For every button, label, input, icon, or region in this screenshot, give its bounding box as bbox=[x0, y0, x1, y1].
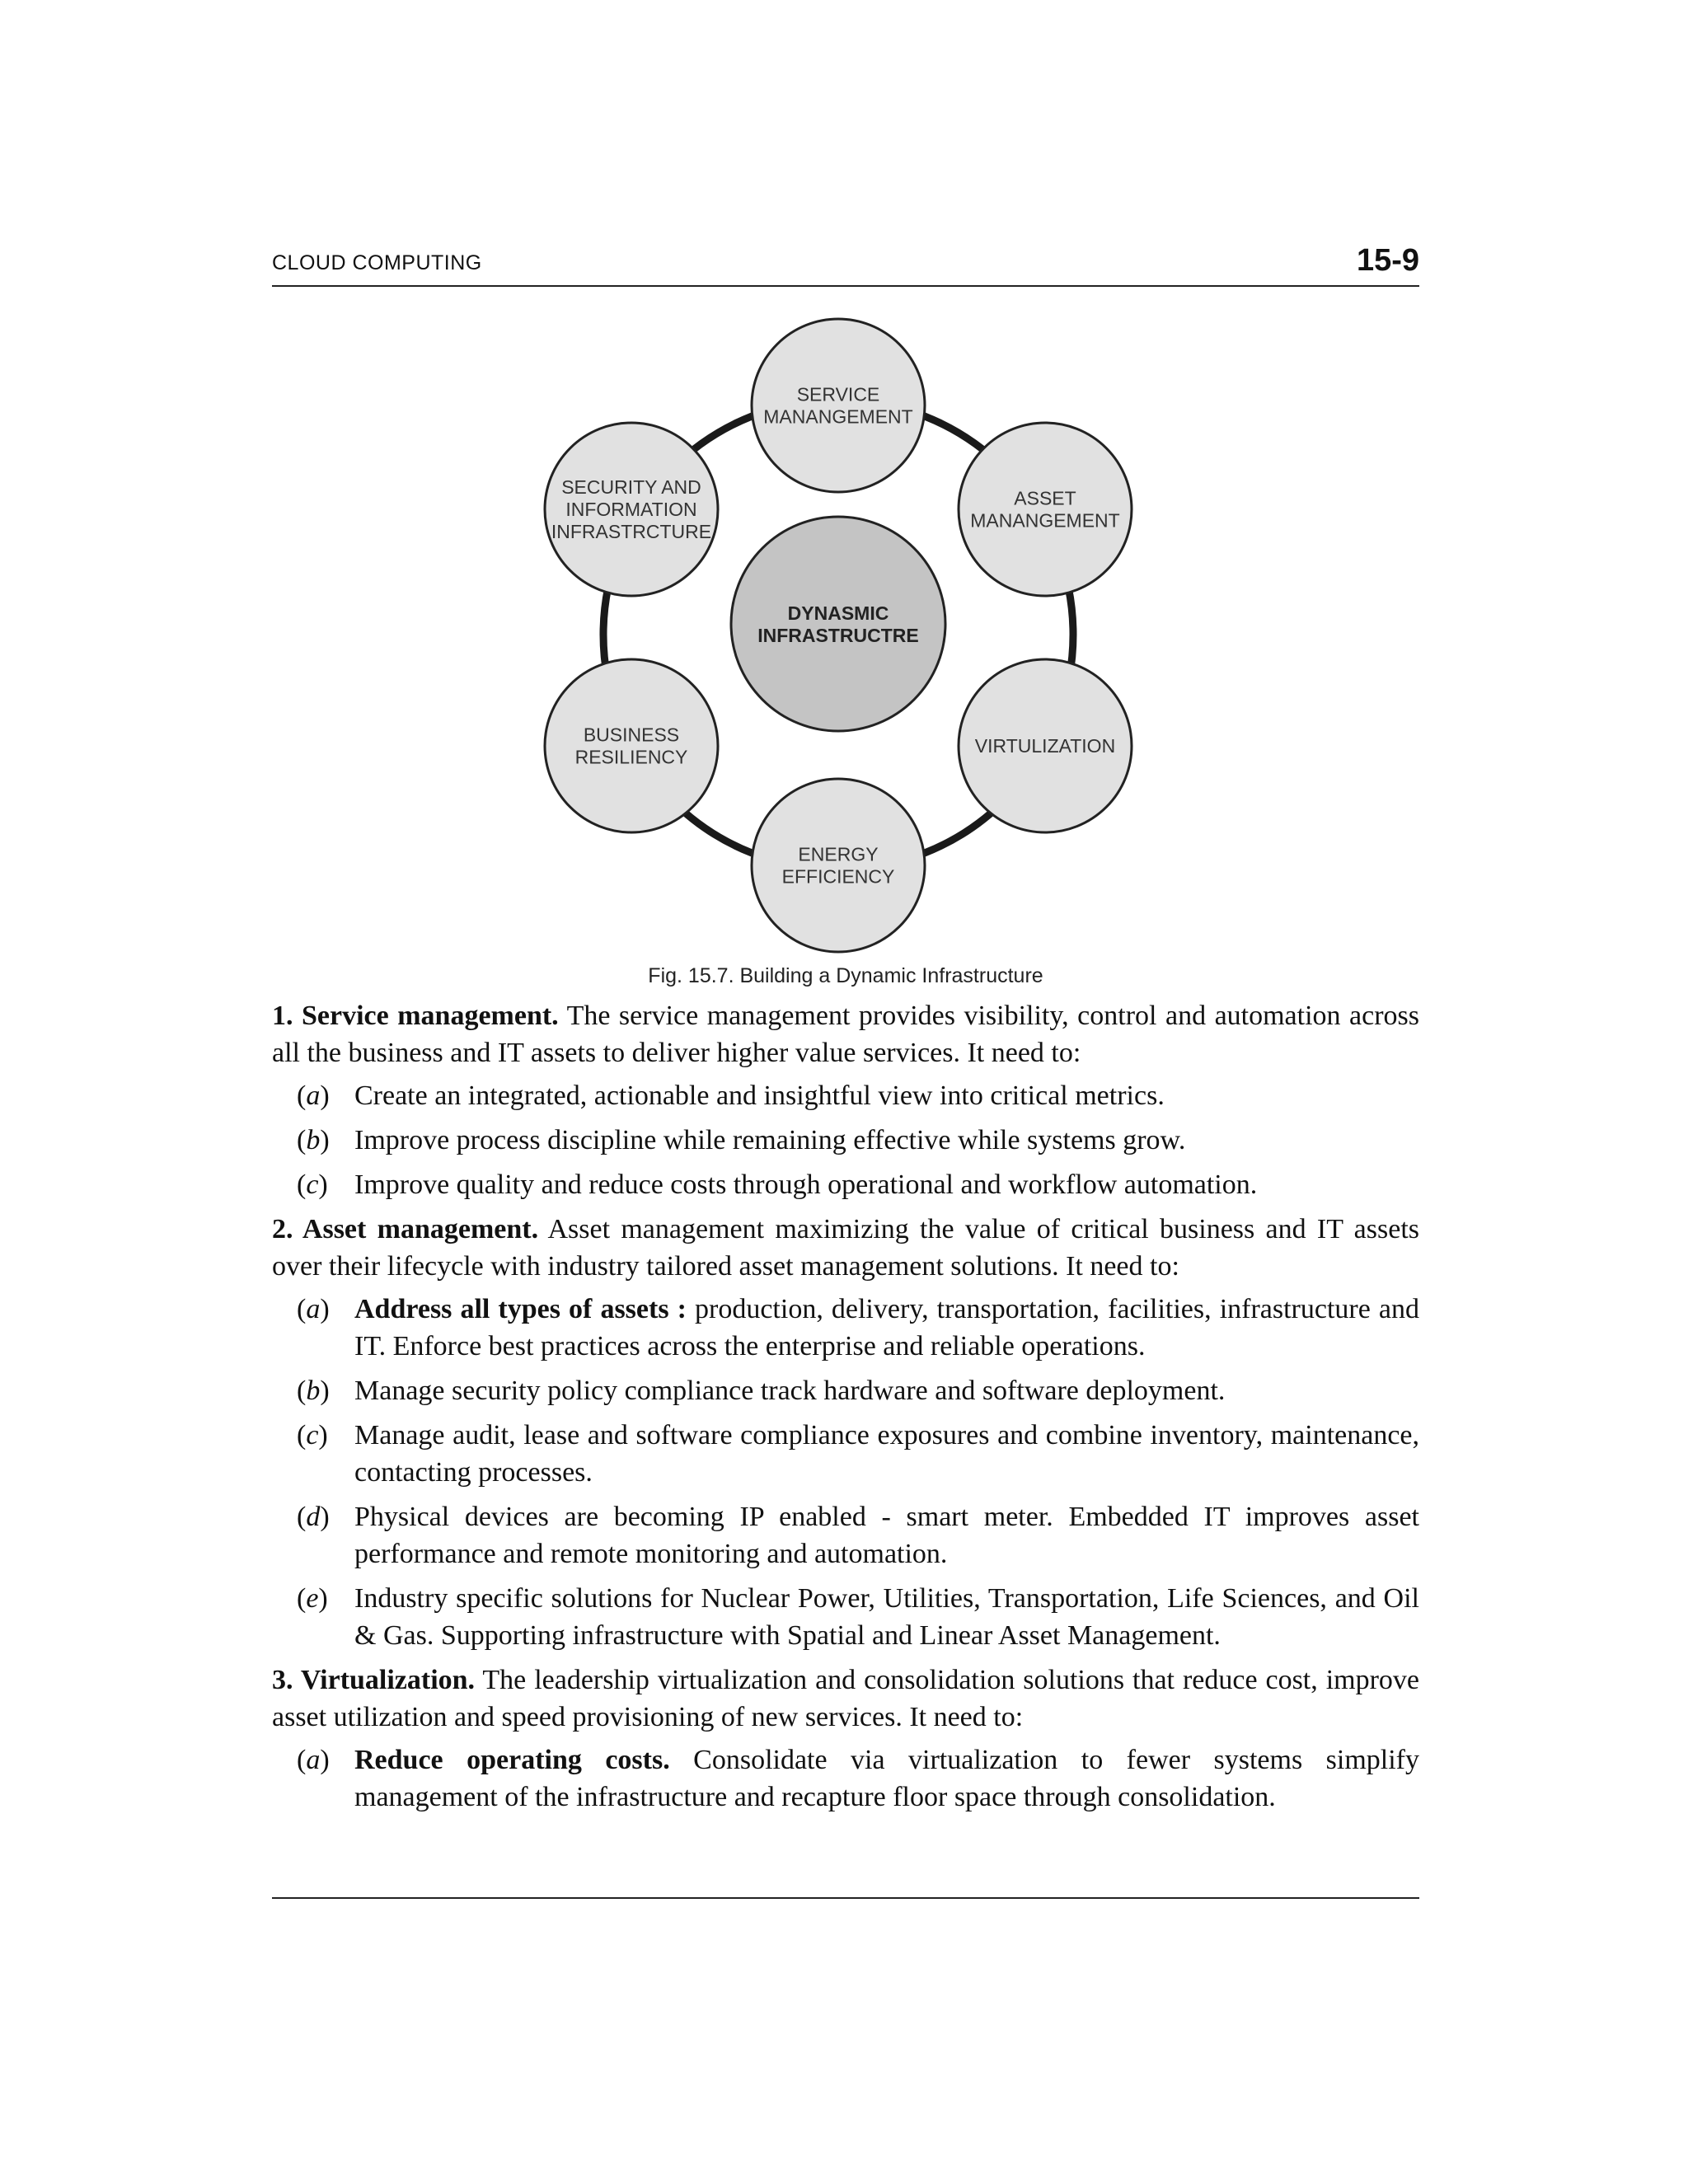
page-number: 15-9 bbox=[1356, 243, 1419, 278]
list-item-marker: (a) bbox=[297, 1294, 330, 1324]
list-item-letter: e bbox=[306, 1583, 319, 1614]
section-heading: 2. Asset management. bbox=[272, 1214, 539, 1244]
list-item-text: production, delivery, transportation, facilities, infrastructure and IT. Enforce best practices across the enterprise and reliable operations. bbox=[354, 1294, 1419, 1361]
list-item bbox=[272, 1372, 1419, 1409]
list-item bbox=[272, 1741, 1419, 1816]
dynamic-infrastructure-diagram bbox=[0, 0, 1688, 964]
node-label-line: SECURITY AND bbox=[561, 476, 701, 498]
list-item bbox=[272, 1122, 1419, 1159]
list-item-lead: Address all types of assets : bbox=[354, 1294, 687, 1324]
list-item-marker: (a) bbox=[297, 1080, 330, 1111]
list-item bbox=[272, 1417, 1419, 1491]
list-item-text: Consolidate via virtualization to fewer systems simplify management of the infrastructure and recapture floor space through consolidation. bbox=[354, 1745, 1419, 1812]
list-item-letter: b bbox=[306, 1125, 321, 1155]
node-security-information-infrastructure bbox=[545, 423, 718, 596]
center-node bbox=[731, 517, 945, 731]
node-label-line: MANANGEMENT bbox=[763, 405, 913, 428]
node-label-line: VIRTULIZATION bbox=[974, 735, 1116, 757]
list-item-letter: a bbox=[306, 1080, 321, 1111]
body-text bbox=[272, 997, 1419, 1823]
node-label-line: INFORMATION bbox=[565, 499, 697, 520]
node-label-line: INFRASTRCTURE bbox=[551, 521, 712, 542]
list-item bbox=[272, 1291, 1419, 1365]
node-virtualization bbox=[959, 659, 1132, 832]
section-heading: 3. Virtualization. bbox=[272, 1665, 476, 1695]
list-item-letter: c bbox=[306, 1169, 319, 1200]
list-item bbox=[272, 1580, 1419, 1654]
section-paragraph bbox=[272, 997, 1419, 1071]
node-label-line: BUSINESS bbox=[583, 724, 680, 746]
node-label-line: ENERGY bbox=[798, 843, 879, 865]
list-item-text: Create an integrated, actionable and insightful view into critical metrics. bbox=[354, 1080, 1165, 1111]
list-item-marker: (b) bbox=[297, 1125, 330, 1155]
section-intro: The service management provides visibility, control and automation across all the business and IT assets to deliver higher value services. It need to: bbox=[272, 1001, 1420, 1068]
list-item-letter: a bbox=[306, 1294, 321, 1324]
list-item bbox=[272, 1498, 1419, 1572]
list-item-letter: b bbox=[306, 1376, 321, 1406]
node-label-line: ASSET bbox=[1014, 487, 1076, 509]
node-energy-efficiency bbox=[752, 779, 925, 952]
list-item-letter: a bbox=[306, 1745, 321, 1775]
footer-rule bbox=[272, 1897, 1419, 1899]
list-item-marker: (d) bbox=[297, 1502, 330, 1532]
center-label-line-2: INFRASTRUCTRE bbox=[757, 625, 919, 646]
list-item-text: Manage security policy compliance track hardware and software deployment. bbox=[354, 1376, 1226, 1406]
node-label-line: EFFICIENCY bbox=[781, 865, 895, 888]
list-item-text: Industry specific solutions for Nuclear Power, Utilities, Transportation, Life Sciences, and Oil & Gas. Supporting infrastructure with Spatial and Linear Asset Management. bbox=[354, 1583, 1419, 1651]
list-item-letter: d bbox=[306, 1502, 321, 1532]
section-heading: 1. Service management. bbox=[272, 1001, 559, 1031]
center-circle bbox=[731, 517, 945, 731]
list-item-text: Improve quality and reduce costs through operational and workflow automation. bbox=[354, 1169, 1258, 1200]
node-service-management bbox=[752, 319, 925, 492]
list-item-marker: (c) bbox=[297, 1420, 328, 1451]
list-item-letter: c bbox=[306, 1420, 319, 1451]
list-item bbox=[272, 1166, 1419, 1203]
section-paragraph bbox=[272, 1661, 1419, 1736]
node-label-line: RESILIENCY bbox=[574, 746, 688, 768]
center-label-line-1: DYNASMIC bbox=[787, 602, 889, 624]
list-item-marker: (b) bbox=[297, 1376, 330, 1406]
section-intro: The leadership virtualization and consolidation solutions that reduce cost, improve asset utilization and speed provisioning of new services. It need to: bbox=[272, 1665, 1420, 1732]
node-business-resiliency bbox=[545, 659, 718, 832]
node-label-line: MANANGEMENT bbox=[970, 509, 1120, 532]
list-item-marker: (e) bbox=[297, 1583, 328, 1614]
list-item-text: Physical devices are becoming IP enabled - smart meter. Embedded IT improves asset performance and remote monitoring and automation. bbox=[354, 1502, 1419, 1569]
figure-caption: Fig. 15.7. Building a Dynamic Infrastructure bbox=[648, 964, 1043, 987]
node-asset-management bbox=[959, 423, 1132, 596]
running-head: CLOUD COMPUTING bbox=[272, 251, 482, 274]
section-intro: Asset management maximizing the value of critical business and IT assets over their lifecycle with industry tailored asset management solutions. It need to: bbox=[272, 1214, 1419, 1282]
node-label-line: SERVICE bbox=[796, 383, 880, 405]
list-item-marker: (a) bbox=[297, 1745, 330, 1775]
list-item-lead: Reduce operating costs. bbox=[354, 1745, 670, 1775]
section-paragraph bbox=[272, 1211, 1419, 1285]
list-item-marker: (c) bbox=[297, 1169, 328, 1200]
list-item bbox=[272, 1077, 1419, 1114]
list-item-text: Manage audit, lease and software compliance exposures and combine inventory, maintenance, contacting processes. bbox=[354, 1420, 1419, 1488]
list-item-text: Improve process discipline while remaining effective while systems grow. bbox=[354, 1125, 1186, 1155]
